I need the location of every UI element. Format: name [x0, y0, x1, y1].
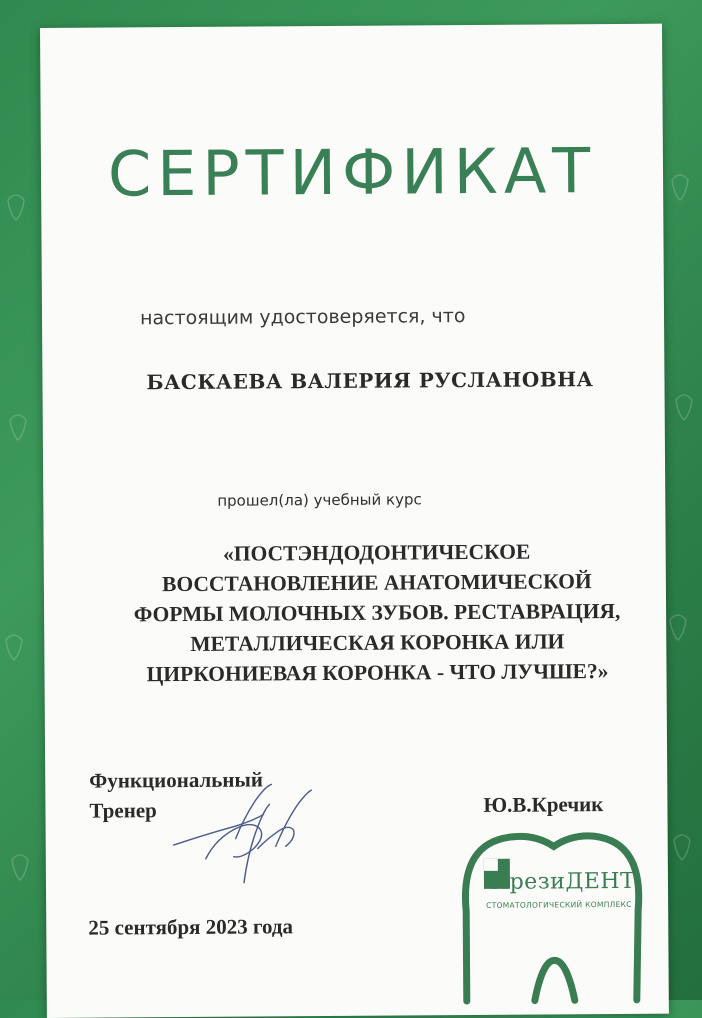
certificate-paper: [40, 24, 669, 1018]
handwritten-signature: [165, 778, 336, 889]
recipient-name: БАСКАЕВА ВАЛЕРИЯ РУСЛАНОВНА: [146, 367, 594, 395]
course-title-line: ВОССТАНОВЛЕНИЕ АНАТОМИЧЕСКОЙ: [162, 569, 592, 597]
course-title-line: ФОРМЫ МОЛОЧНЫХ ЗУБОВ. РЕСТАВРАЦИЯ,: [133, 598, 621, 627]
completed-course-text: прошел(ла) учебный курс: [217, 490, 422, 510]
logo-brand-name: ПрезиДЕНТ: [489, 868, 636, 895]
logo-subtitle: СТОМАТОЛОГИЧЕСКИЙ КОМПЛЕКС: [486, 899, 632, 910]
course-title-line: ЦИРКОНИЕВАЯ КОРОНКА - ЧТО ЛУЧШЕ?»: [146, 659, 609, 687]
signer-role-line: Тренер: [89, 798, 157, 823]
signer-name: Ю.В.Кречик: [483, 792, 604, 817]
signer-role-line: Функциональный: [89, 767, 264, 793]
course-title: [92, 536, 663, 690]
certificate-date: 25 сентября 2023 года: [88, 914, 294, 940]
intro-text: настоящим удостоверяется, что: [139, 305, 466, 330]
course-title-line: МЕТАЛЛИЧЕСКАЯ КОРОНКА ИЛИ: [190, 629, 565, 656]
certificate-title: СЕРТИФИКАТ: [107, 134, 597, 211]
course-title-line: «ПОСТЭНДОДОНТИЧЕСКОЕ: [223, 539, 531, 566]
